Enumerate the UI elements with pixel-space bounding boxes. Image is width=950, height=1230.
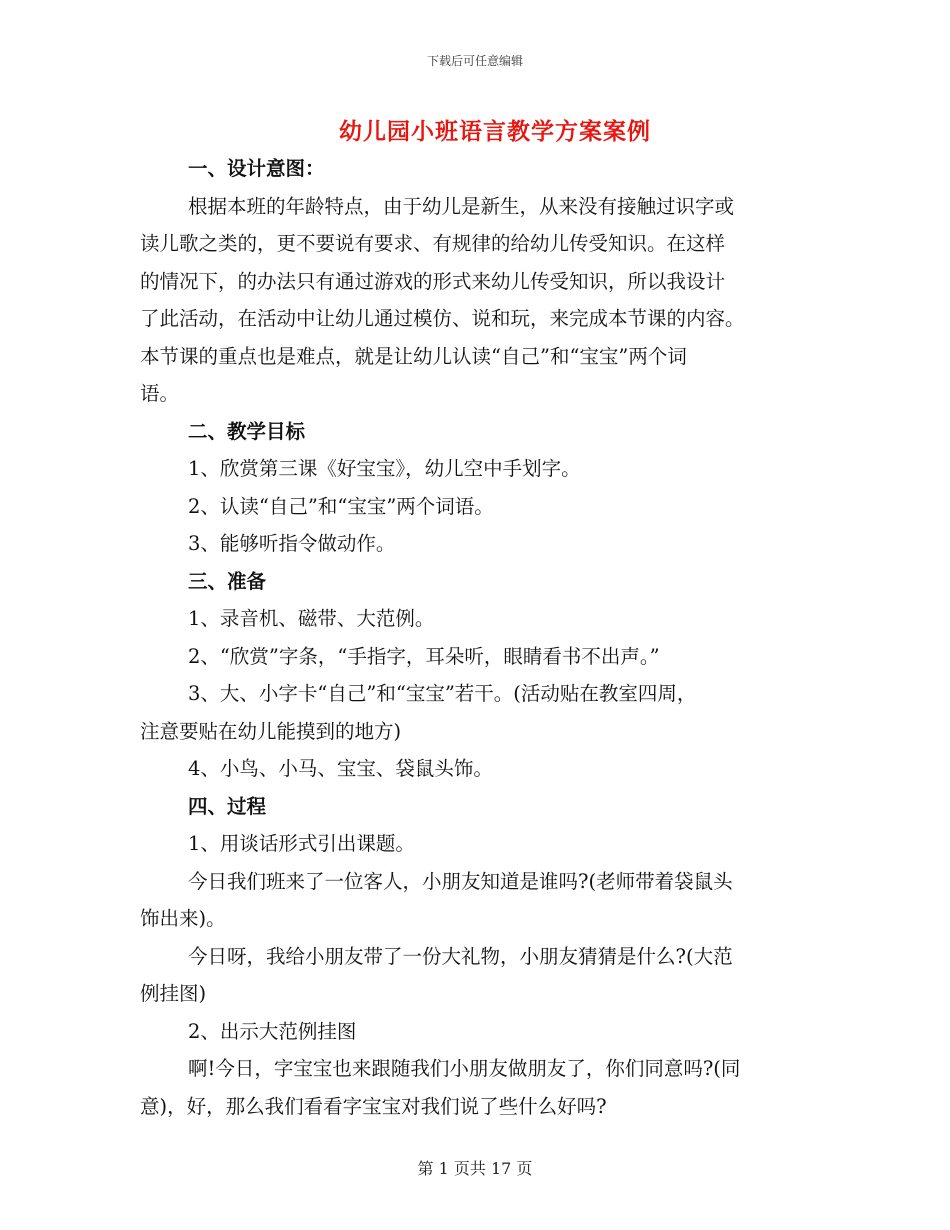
- body-line: 啊!今日，字宝宝也来跟随我们小朋友做朋友了，你们同意吗?(同: [188, 1057, 741, 1080]
- page-footer: 第 1 页共 17 页: [417, 1159, 533, 1178]
- body-line: 今日我们班来了一位客人，小朋友知道是谁吗?(老师带着袋鼠头: [188, 869, 733, 893]
- body-line: 本节课的重点也是难点，就是让幼儿认读“自己”和“宝宝”两个词: [140, 344, 687, 368]
- body-line: 2、“欣赏”字条，“手指字，耳朵听，眼睛看书不出声。”: [188, 644, 660, 668]
- body-line: 1、录音机、磁带、大范例。: [188, 607, 435, 630]
- body-line: 读儿歌之类的，更不要说有要求、有规律的给幼儿传受知识。在这样: [140, 232, 726, 255]
- document-body: [140, 150, 808, 1125]
- document-title: 幼儿园小班语言教学方案案例: [339, 118, 651, 145]
- header-note: 下载后可任意编辑: [426, 54, 523, 68]
- section-heading: 二、教学目标: [188, 419, 306, 443]
- body-line: 4、小鸟、小马、宝宝、袋鼠头饰。: [188, 757, 493, 780]
- body-line: 1、用谈话形式引出课题。: [188, 832, 415, 855]
- body-line: 饰出来)。: [140, 907, 226, 930]
- body-line: 根据本班的年龄特点，由于幼儿是新生，从来没有接触过识字或: [188, 194, 735, 218]
- body-line: 2、认读“自己”和“宝宝”两个词语。: [188, 494, 494, 518]
- body-line: 的情况下，的办法只有通过游戏的形式来幼儿传受知识，所以我设计: [140, 269, 726, 293]
- body-line: 1、欣赏第三课《好宝宝》，幼儿空中手划字。: [188, 457, 581, 480]
- body-line: 今日呀，我给小朋友带了一份大礼物，小朋友猜猜是什么?(大范: [188, 944, 733, 968]
- body-line: 了此活动，在活动中让幼儿通过模仿、说和玩，来完成本节课的内容。: [140, 307, 745, 330]
- section-heading: 三、准备: [188, 569, 267, 593]
- body-line: 3、能够听指令做动作。: [188, 532, 396, 555]
- body-line: 意)，好，那么我们看看字宝宝对我们说了些什么好吗?: [140, 1094, 607, 1118]
- section-heading: 一、设计意图：: [188, 157, 325, 180]
- body-line: 3、大、小字卡“自己”和“宝宝”若干。(活动贴在教室四周，: [188, 682, 697, 705]
- body-line: 语。: [140, 382, 180, 405]
- body-line: 2、出示大范例挂图: [188, 1019, 357, 1043]
- section-heading: 四、过程: [188, 794, 267, 818]
- body-line: 注意要贴在幼儿能摸到的地方): [140, 719, 402, 743]
- body-line: 例挂图): [140, 982, 207, 1005]
